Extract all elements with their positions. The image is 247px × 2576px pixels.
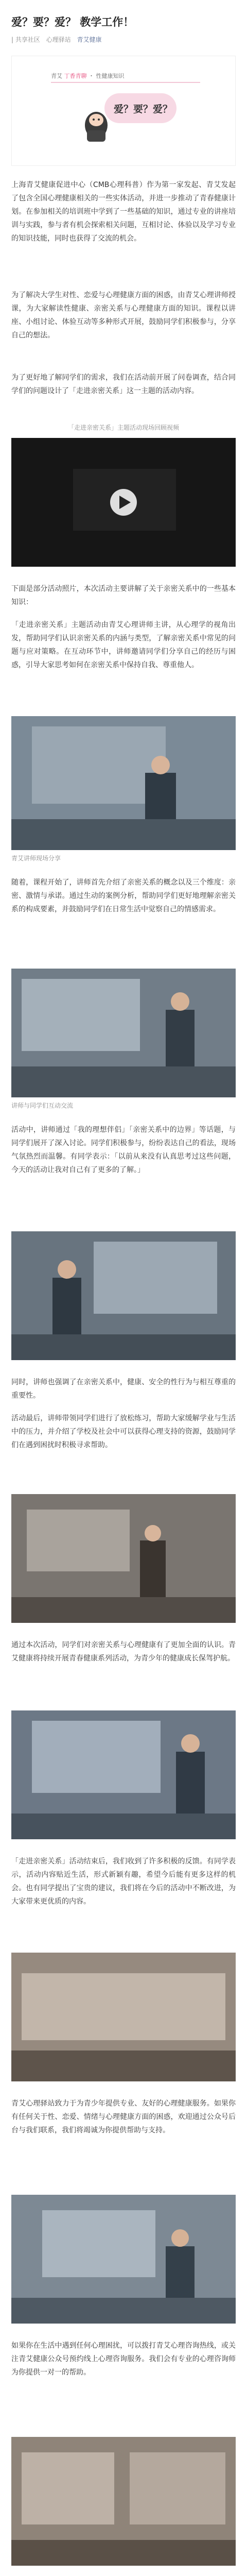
banner-heading — [51, 72, 125, 80]
paragraph-9: 活动最后，讲师带领同学们进行了放松练习，帮助大家缓解学业与生活中的压力，并介绍了学校及社会中可以获得心理支持的资源，鼓励同学们在遇到困扰时积极寻求帮助。 — [11, 1414, 236, 1449]
event-photo-2 — [11, 969, 236, 1097]
banner-suffix: ・ 性健康知识 — [89, 73, 125, 79]
event-photo-8 — [11, 2437, 236, 2566]
banner-underline — [51, 82, 200, 83]
paragraph-5: 「走进亲密关系」主题活动由青艾心理讲师主讲，从心理学的视角出发，帮助同学们认识亲密关系的内涵与类型，了解亲密关系中常见的问题与应对策略。在互动环节中，讲师邀请同学们分享自己的经历与困惑，引导大家思考如何在亲密关系中保持自我、尊重他人。 — [11, 621, 236, 669]
meta-author: 心理驿站 — [46, 36, 71, 43]
video-frame — [11, 438, 236, 567]
paragraph-2: 为了解决大学生对性、恋爱与心理健康方面的困惑，由青艾心理讲师授课，为大家解读性健康、亲密关系与心理健康方面的知识。课程以讲座、小组讨论、体验互动等多种形式开展，鼓励同学们积极参与，分享自己的想法。 — [11, 291, 236, 340]
event-photo-5 — [11, 1710, 236, 1839]
banner-prefix: 青艾 — [51, 73, 62, 79]
event-photo-1 — [11, 716, 236, 850]
banner-brand: 丁香青聊 — [64, 73, 87, 79]
paragraph-4: 下面是部分活动照片，本次活动主要讲解了关于亲密关系中的一些基本知识： — [11, 585, 236, 606]
header-banner — [11, 56, 236, 166]
photo-2-caption: 讲师与同学们互动交流 — [11, 1102, 74, 1109]
video-player[interactable] — [11, 438, 236, 567]
paragraph-13: 如果你在生活中遇到任何心理困扰，可以拨打青艾心理咨询热线，或关注青艾健康公众号预约线上心理咨询服务。我们会有专业的心理咨询师为你提供一对一的帮助。 — [11, 2342, 236, 2377]
event-photo-4 — [11, 1494, 236, 1623]
meta-account-link[interactable]: 青艾健康 — [77, 36, 102, 43]
photo-1-caption: 青艾讲师现场分享 — [11, 855, 61, 862]
article-meta — [11, 35, 106, 44]
meta-type: | 共享社区 — [11, 36, 40, 43]
paragraph-8: 同时，讲师也强调了在亲密关系中，健康、安全的性行为与相互尊重的重要性。 — [11, 1378, 236, 1400]
paragraph-3: 为了更好地了解同学们的需求，我们在活动前开展了问卷调查，结合同学们的问题设计了「走进亲密关系」这一主题的活动内容。 — [11, 374, 236, 395]
paragraph-10: 通过本次活动，同学们对亲密关系与心理健康有了更加全面的认识。青艾健康将持续开展青春健康系列活动，为青少年的健康成长保驾护航。 — [11, 1641, 236, 1663]
paragraph-12: 青艾心理驿站致力于为青少年提供专业、友好的心理健康服务。如果你有任何关于性、恋爱、情绪与心理健康方面的困惑，欢迎通过公众号后台与我们联系，我们将竭诚为你提供帮助与支持。 — [11, 2099, 236, 2134]
video-caption: 「走进亲密关系」主题活动现场回顾视频 — [67, 424, 179, 431]
bubble-text: 爱？要？爱？ — [114, 104, 173, 115]
article-title: 爱？要？爱？ 教学工作！ — [11, 16, 134, 28]
event-photo-3 — [11, 1231, 236, 1360]
paragraph-7: 活动中，讲师通过「我的理想伴侣」「亲密关系中的边界」等话题，与同学们展开了深入讨论。同学们积极参与，纷纷表达自己的看法，现场气氛热烈而温馨。有同学表示：「以前从来没有认真思考过这些问题，今天的活动让我对自己有了更多的了解。」 — [11, 1126, 236, 1174]
intro-paragraph: 上海青艾健康促进中心（CMB心理科普）作为第一家发起、青艾发起了包含全国心理健康相关的一些实体活动，并进一步推动了青春健康计划。在参加相关的培训班中学到了一些基础的知识，通过专业的讲座培训与实践，参与者有机会探索相关问题，互相讨论、体验以及学习专业的知识技能，同时也获得了交流的机会。 — [11, 181, 236, 243]
event-photo-6 — [11, 1953, 236, 2081]
paragraph-6: 随着，课程开始了，讲师首先介绍了亲密关系的概念以及三个维度：亲密、激情与承诺。通过生动的案例分析，帮助同学们更好地理解亲密关系的构成要素，并鼓励同学们在日常生活中觉察自己的情感需求。 — [11, 878, 236, 913]
paragraph-11: 「走进亲密关系」活动结束后，我们收到了许多积极的反馈。有同学表示，活动内容贴近生活，形式新颖有趣，希望今后能有更多这样的机会。也有同学提出了宝贵的建议，我们将在今后的活动中不断改进，为大家带来更优质的内容。 — [11, 1857, 236, 1906]
event-photo-7 — [11, 2195, 236, 2324]
